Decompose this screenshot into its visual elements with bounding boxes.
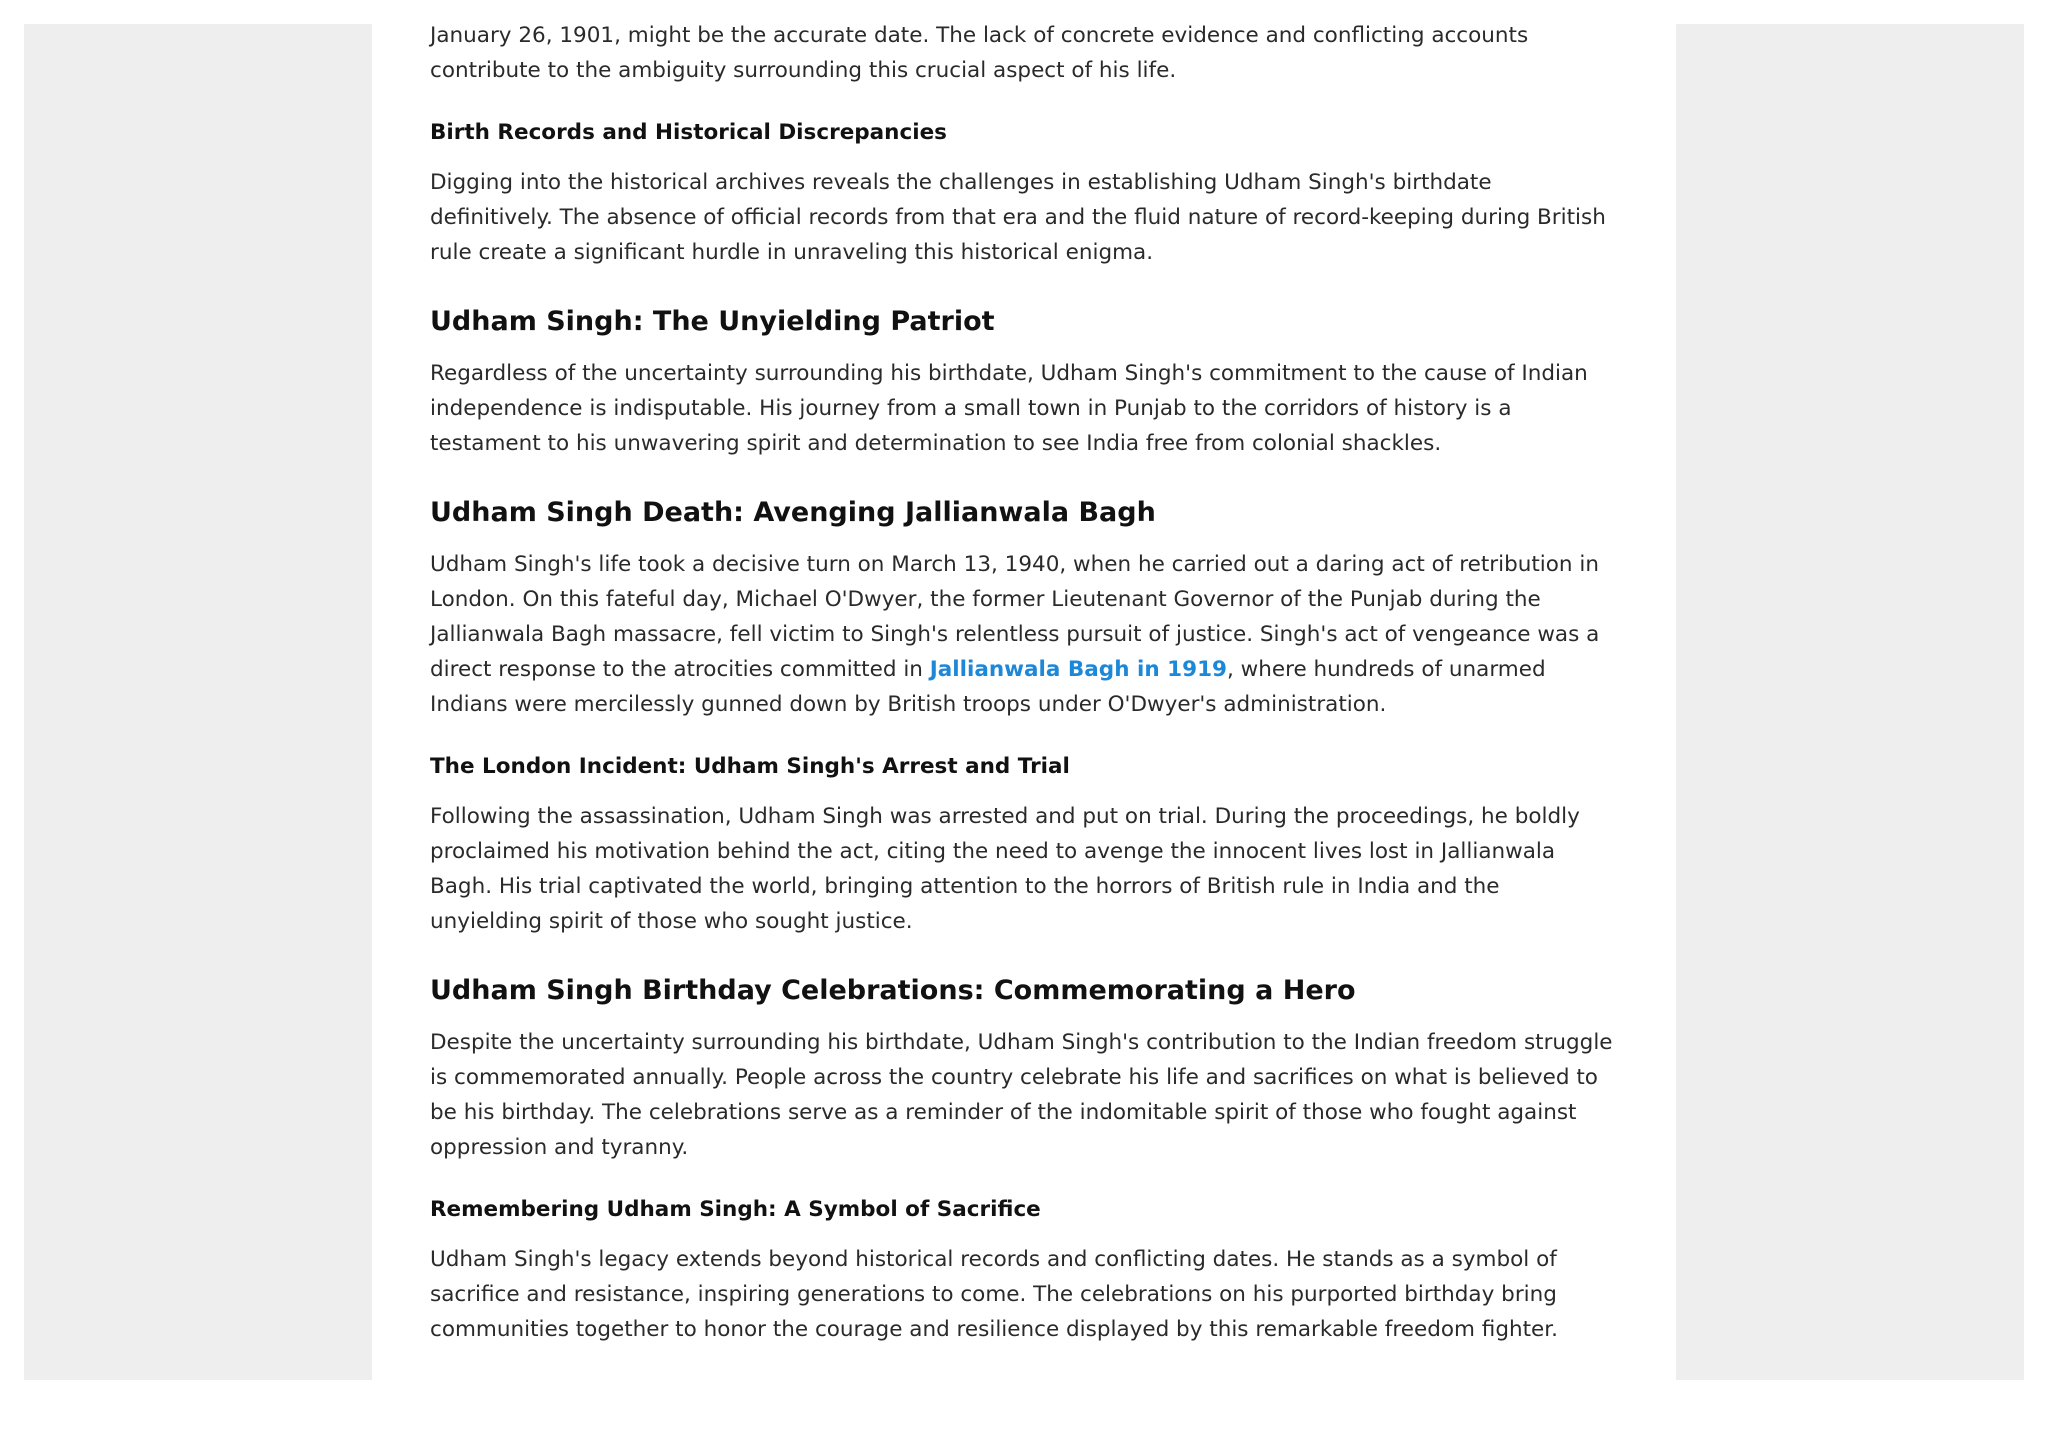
remembering-paragraph: Udham Singh's legacy extends beyond historical records and conflicting dates. He stands as a symbol of sacrifice and resistance, inspiring generations to come. The celebrations on his purported birthday bring communities together to honor the courage and resilience displayed by this remarkable freedom fighter. bbox=[430, 1247, 1558, 1342]
birth-records-heading: Birth Records and Historical Discrepancies bbox=[430, 120, 947, 145]
left-sidebar-panel bbox=[24, 24, 372, 1380]
unyielding-patriot-paragraph: Regardless of the uncertainty surrounding his birthdate, Udham Singh's commitment to the cause of Indian independence is indisputable. His journey from a small town in Punjab to the corridors of history is a testament to his unwavering spirit and determination to see India free from colonial shackles. bbox=[430, 361, 1588, 456]
death-text-before-link: Udham Singh's life took a decisive turn on March 13, 1940, when he carried out a daring act of retribution in London. On this fateful day, Michael O'Dwyer, the former Lieutenant Governor of the Punjab during the Jallianwala Bagh massacre, fell victim to Singh's relentless pursuit of justice. Singh's act of vengeance was a direct response to the atrocities committed in bbox=[430, 552, 1600, 682]
remembering-heading: Remembering Udham Singh: A Symbol of Sacrifice bbox=[430, 1197, 1041, 1222]
unyielding-patriot-heading: Udham Singh: The Unyielding Patriot bbox=[430, 306, 995, 337]
london-incident-paragraph: Following the assassination, Udham Singh was arrested and put on trial. During the proceedings, he boldly proclaimed his motivation behind the act, citing the need to avenge the innocent lives lost in Jallianwala Bagh. His trial captivated the world, bringing attention to the horrors of British rule in India and the unyielding spirit of those who sought justice. bbox=[430, 804, 1580, 934]
death-paragraph bbox=[430, 547, 1615, 722]
right-sidebar-panel bbox=[1676, 24, 2024, 1380]
london-incident-heading: The London Incident: Udham Singh's Arrest and Trial bbox=[430, 754, 1070, 779]
death-heading: Udham Singh Death: Avenging Jallianwala Bagh bbox=[430, 497, 1156, 528]
article-content bbox=[430, 18, 1615, 1347]
intro-paragraph: January 26, 1901, might be the accurate date. The lack of concrete evidence and conflicting accounts contribute to the ambiguity surrounding this crucial aspect of his life. bbox=[430, 23, 1529, 83]
jallianwala-bagh-link[interactable]: Jallianwala Bagh in 1919 bbox=[929, 657, 1227, 682]
death-text-after-link: , where hundreds of unarmed Indians were mercilessly gunned down by British troops under O'Dwyer's administration. bbox=[430, 657, 1546, 717]
birthday-celebrations-heading: Udham Singh Birthday Celebrations: Commemorating a Hero bbox=[430, 975, 1356, 1006]
birthday-celebrations-paragraph: Despite the uncertainty surrounding his birthdate, Udham Singh's contribution to the Indian freedom struggle is commemorated annually. People across the country celebrate his life and sacrifices on what is believed to be his birthday. The celebrations serve as a reminder of the indomitable spirit of those who fought against oppression and tyranny. bbox=[430, 1030, 1613, 1160]
birth-records-paragraph: Digging into the historical archives reveals the challenges in establishing Udham Singh's birthdate definitively. The absence of official records from that era and the fluid nature of record-keeping during British rule create a significant hurdle in unraveling this historical enigma. bbox=[430, 170, 1606, 265]
